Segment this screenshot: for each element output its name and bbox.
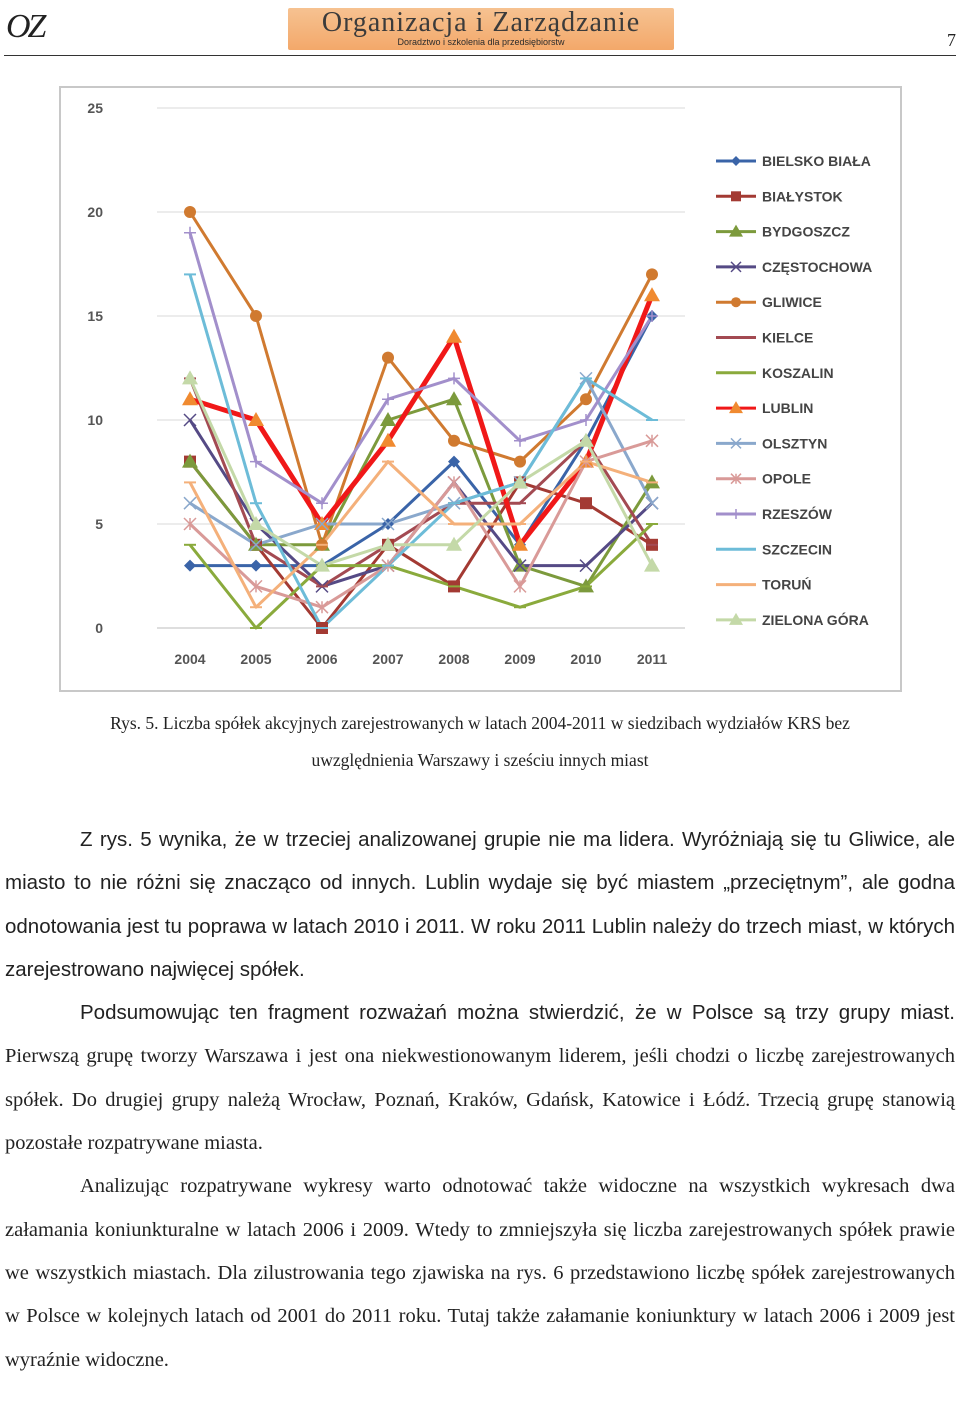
page-number: 7 — [947, 30, 956, 50]
paragraph-3: Analizując rozpatrywane wykresy warto odnotować także widoczne na wszystkich wykresach dwa załamania koniunkturalne w latach 2006 i 2009. Wtedy to zmniejszyła się liczba zarejestrowanych spółek prawie we wszystkich miastach. Dla zilustrowania tego zjawiska na rys. 6 przedstawiono liczbę spółek zarejestrowanych w Polsce w kolejnych latach od 2001 do 2011 roku. Tutaj także załamanie koniunktury w latach 2006 i 2009 jest wyraźnie widoczne. — [5, 1175, 955, 1371]
legend-label: KIELCE — [762, 329, 814, 346]
x-tick-label: 2007 — [372, 651, 404, 667]
series-line — [190, 378, 652, 565]
legend-label: CZĘSTOCHOWA — [762, 258, 873, 275]
legend-label: RZESZÓW — [762, 506, 832, 522]
x-tick-label: 2010 — [570, 651, 602, 667]
legend-label: OLSZTYN — [762, 435, 828, 452]
legend-marker — [731, 509, 741, 519]
data-point — [446, 329, 462, 343]
legend-label: OPOLE — [762, 470, 812, 487]
legend-label: LUBLIN — [762, 400, 814, 417]
figure-caption — [0, 705, 960, 779]
brand-subtitle: Doradztwo i szkolenia dla przedsiębiorstw — [397, 37, 565, 47]
legend-marker — [731, 156, 741, 166]
oz-logo: OZ — [6, 8, 44, 45]
caption-line-1: Rys. 5. Liczba spółek akcyjnych zarejestrowanych w latach 2004-2011 w siedzibach wydziałów KRS bez — [110, 713, 850, 733]
y-tick-label: 0 — [95, 620, 103, 636]
data-point — [514, 580, 526, 592]
data-point — [250, 560, 262, 572]
legend-label: BYDGOSZCZ — [762, 223, 850, 240]
legend-marker — [731, 191, 741, 201]
data-point — [646, 497, 658, 509]
paragraph-2 — [5, 991, 955, 1165]
y-tick-label: 5 — [95, 516, 103, 532]
data-point — [184, 227, 196, 239]
body-text — [5, 818, 955, 1382]
data-point — [448, 476, 460, 488]
caption-line-2: uwzględnienia Warszawy i sześciu innych miast — [311, 750, 649, 770]
y-tick-label: 25 — [87, 100, 103, 116]
y-tick-label: 10 — [87, 412, 103, 428]
brand-title: Organizacja i Zarządzanie — [321, 7, 641, 38]
data-point — [184, 560, 196, 572]
legend-marker — [731, 297, 741, 307]
y-tick-label: 20 — [87, 204, 103, 220]
x-tick-label: 2006 — [306, 651, 338, 667]
data-point — [646, 268, 658, 280]
legend-label: GLIWICE — [762, 294, 822, 311]
x-tick-label: 2008 — [438, 651, 470, 667]
legend-label: TORUŃ — [762, 576, 812, 593]
legend-label: ZIELONA GÓRA — [762, 611, 869, 628]
paragraph-2-lead: Podsumowując ten fragment rozważań można stwierdzić, że w Polsce są trzy grupy miast. — [80, 1001, 955, 1025]
legend-label: KOSZALIN — [762, 364, 834, 381]
data-point — [644, 558, 660, 572]
x-tick-label: 2005 — [240, 651, 272, 667]
chart-frame — [59, 86, 902, 692]
data-point — [446, 391, 462, 405]
page-header — [0, 0, 960, 58]
legend-label: BIELSKO BIAŁA — [762, 153, 871, 169]
legend-label: SZCZECIN — [762, 541, 832, 558]
x-tick-label: 2011 — [636, 651, 668, 667]
line-chart — [61, 88, 900, 690]
data-point — [514, 456, 526, 468]
data-point — [644, 287, 660, 301]
data-point — [250, 310, 262, 322]
x-tick-label: 2009 — [504, 651, 536, 667]
paragraph-1: Z rys. 5 wynika, że w trzeciej analizowanej grupie nie ma lidera. Wyróżniają się tu Gliwice, ale miasto to nie różni się znacząco od innych. Lublin wydaje się być miastem „przeciętnym”, ale godna odnotowania jest tu poprawa w latach 2010 i 2011. W roku 2011 Lublin należy do trzech miast, w których zarejestrowano najwięcej spółek. — [5, 828, 955, 981]
brand-banner — [288, 8, 674, 50]
paragraph-2-rest: Pierwszą grupę tworzy Warszawa i jest ona niekwestionowanym liderem, jeśli chodzi o liczbę zarejestrowanych spółek. Do drugiej grupy należą Wrocław, Poznań, Kraków, Gdańsk, Katowice i Łódź. Trzecią grupę stanowią pozostałe rozpatrywane miasta. — [5, 1045, 955, 1155]
data-point — [580, 393, 592, 405]
data-point — [184, 206, 196, 218]
data-point — [184, 497, 196, 509]
data-point — [382, 352, 394, 364]
x-tick-label: 2004 — [174, 651, 206, 667]
legend-label: BIAŁYSTOK — [762, 188, 843, 205]
y-tick-label: 15 — [87, 308, 103, 324]
data-point — [448, 435, 460, 447]
data-point — [580, 497, 592, 509]
header-rule — [4, 55, 956, 56]
